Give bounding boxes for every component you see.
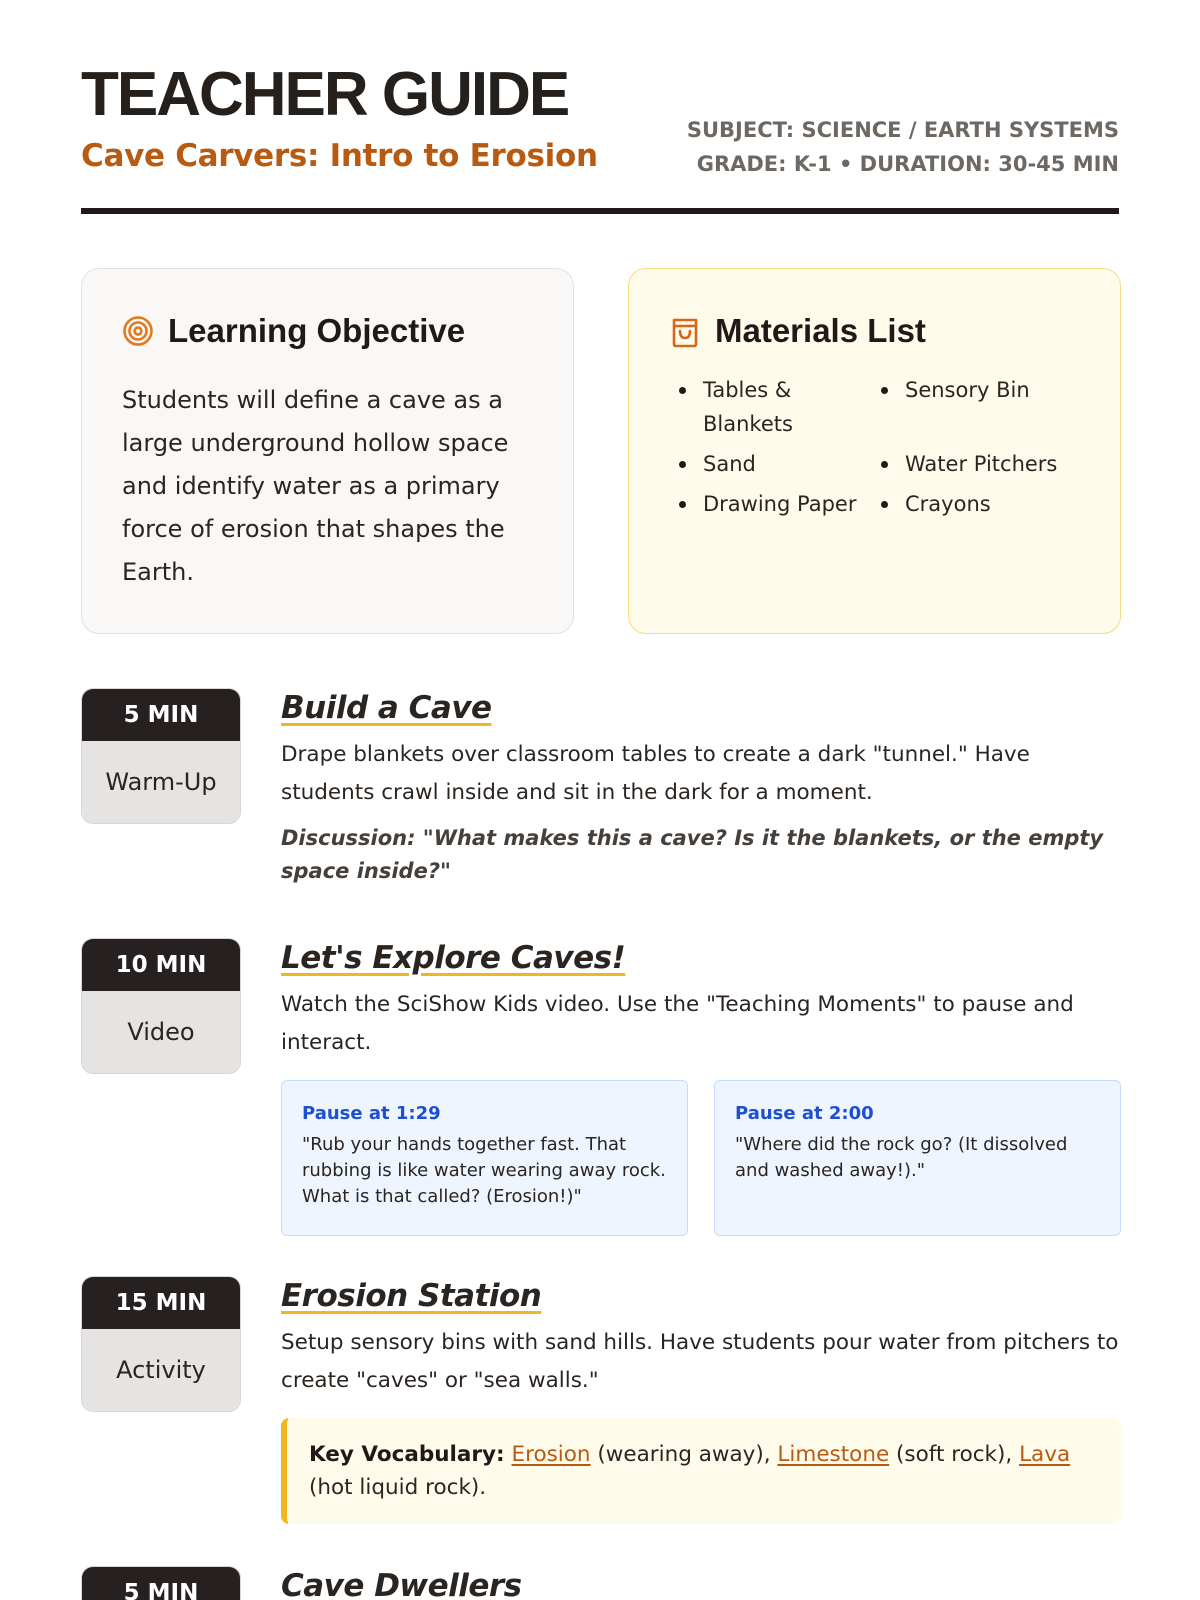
section-title: Cave Dwellers	[281, 1568, 522, 1600]
section-text: Watch the SciShow Kids video. Use the "Teaching Moments" to pause and interact.	[281, 992, 1074, 1055]
target-icon	[122, 315, 154, 347]
pause-timestamp: Pause at 1:29	[302, 1103, 441, 1124]
section-text: Drape blankets over classroom tables to create a dark "tunnel." Have students crawl inside and sit in the dark for a moment.	[281, 742, 1030, 805]
material-item: Sensory Bin	[881, 373, 1091, 441]
lesson-subtitle: Cave Carvers: Intro to Erosion	[81, 138, 598, 174]
badge-duration: 5 MIN	[82, 689, 240, 741]
pause-quote: "Where did the rock go? (It dissolved and washed away!)."	[735, 1134, 1068, 1181]
teaching-moments	[281, 1080, 1121, 1236]
badge-label: Activity	[82, 1329, 240, 1411]
pause-timestamp: Pause at 2:00	[735, 1103, 874, 1124]
lesson-meta	[687, 113, 1119, 181]
vocab-definition: (soft rock),	[889, 1442, 1020, 1467]
vocab-definition: (hot liquid rock).	[309, 1475, 487, 1500]
section-body	[281, 688, 1121, 888]
section-title: Erosion Station	[281, 1278, 542, 1314]
material-item: Sand	[679, 447, 871, 481]
vocab-term-erosion[interactable]: Erosion	[511, 1442, 591, 1467]
time-badge	[81, 938, 241, 1074]
section-body	[281, 1566, 1121, 1600]
materials-list	[669, 373, 1080, 521]
material-item: Water Pitchers	[881, 447, 1091, 481]
objective-text: Students will define a cave as a large underground hollow space and identify water as a primary force of erosion that shapes the Earth.	[122, 386, 509, 586]
section-body	[281, 938, 1121, 1236]
page-header	[81, 0, 1119, 214]
badge-duration: 5 MIN	[82, 1567, 240, 1600]
section-text: Setup sensory bins with sand hills. Have students pour water from pitchers to create "caves" or "sea walls."	[281, 1330, 1119, 1393]
material-item: Drawing Paper	[679, 487, 871, 521]
page-title: TEACHER GUIDE	[81, 60, 569, 129]
section-title: Let's Explore Caves!	[281, 940, 626, 976]
pause-card	[281, 1080, 688, 1236]
badge-label: Warm-Up	[82, 741, 240, 823]
learning-objective-card	[81, 268, 574, 634]
meta-subject: SUBJECT: SCIENCE / EARTH SYSTEMS	[686, 118, 1119, 142]
pause-quote: "Rub your hands together fast. That rubbing is like water wearing away rock. What is that called? (Erosion!)"	[302, 1134, 666, 1207]
objective-title: Learning Objective	[168, 312, 466, 349]
time-badge	[81, 1276, 241, 1412]
material-item: Crayons	[881, 487, 1091, 521]
vocab-term-lava[interactable]: Lava	[1019, 1442, 1071, 1467]
badge-duration: 15 MIN	[82, 1277, 240, 1329]
badge-duration: 10 MIN	[82, 939, 240, 991]
vocab-definition: (wearing away),	[590, 1442, 778, 1467]
time-badge	[81, 1566, 241, 1600]
objective-header	[122, 311, 533, 351]
pause-card	[714, 1080, 1121, 1236]
key-vocabulary-callout	[281, 1418, 1121, 1524]
material-item: Tables & Blankets	[679, 373, 871, 441]
meta-grade-duration: GRADE: K-1 • DURATION: 30-45 MIN	[696, 152, 1119, 176]
badge-label: Video	[82, 991, 240, 1073]
section-title: Build a Cave	[281, 690, 492, 726]
time-badge	[81, 688, 241, 824]
overview-cards	[81, 268, 1121, 634]
vocab-label: Key Vocabulary:	[309, 1442, 505, 1467]
materials-title: Materials List	[715, 312, 926, 349]
section-body	[281, 1276, 1121, 1524]
bag-icon	[669, 314, 701, 348]
materials-list-card	[628, 268, 1121, 634]
vocab-term-limestone[interactable]: Limestone	[777, 1442, 890, 1467]
materials-header	[669, 311, 1080, 351]
discussion-prompt: Discussion: "What makes this a cave? Is it the blankets, or the empty space inside?"	[281, 826, 1104, 883]
